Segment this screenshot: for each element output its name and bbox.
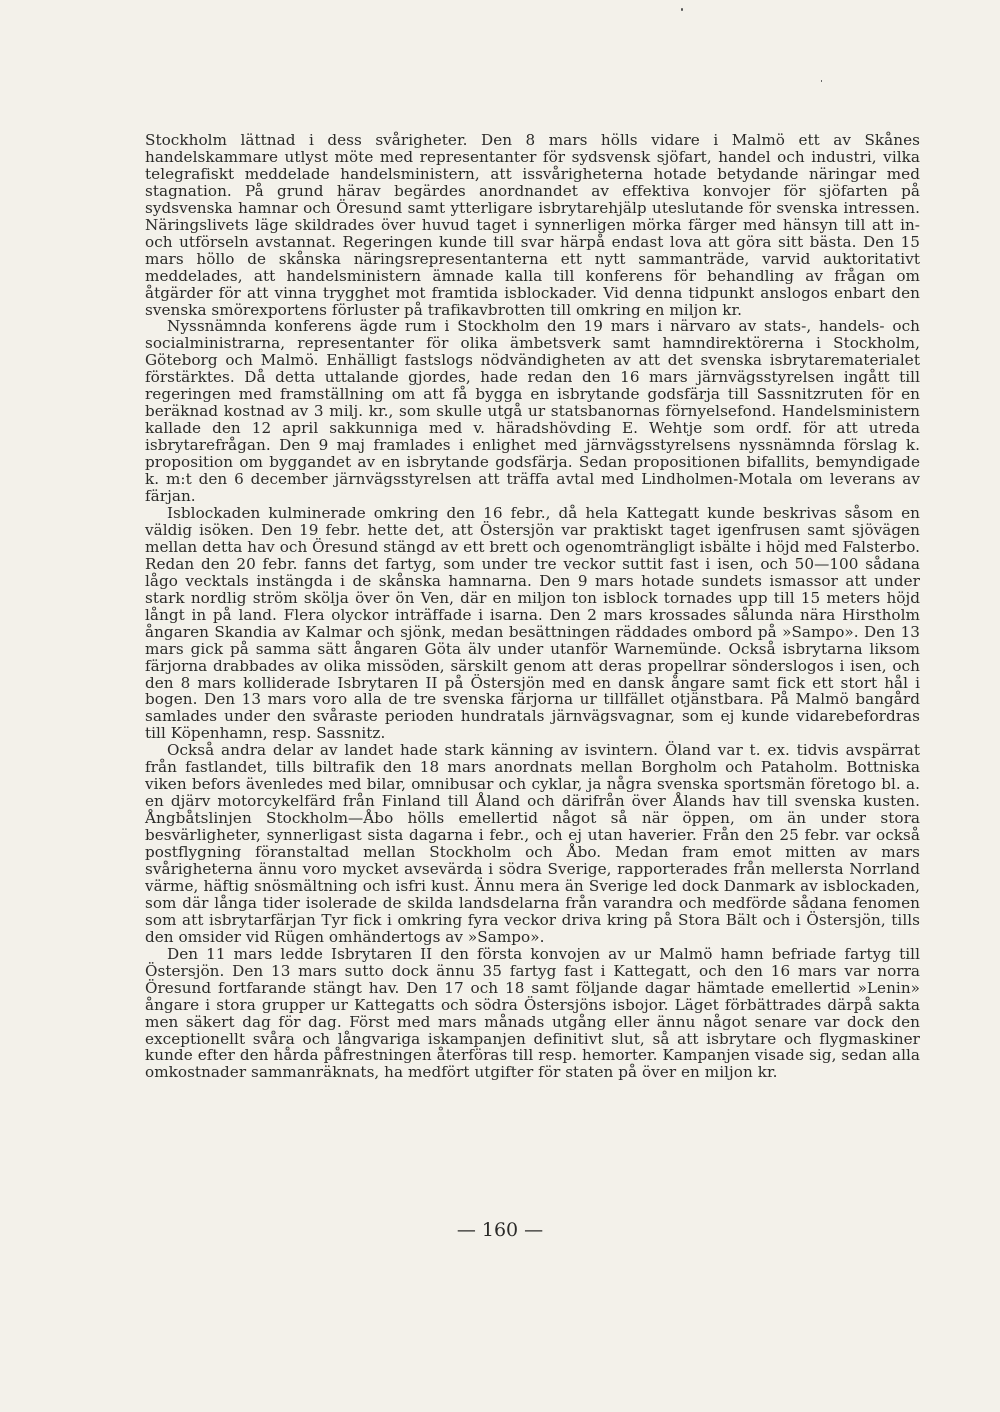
body-text	[145, 132, 920, 1081]
paragraph: Den 11 mars ledde Isbrytaren II den första konvojen av ur Malmö hamn befriade fartyg till Östersjön. Den 13 mars sutto dock ännu 35 fartyg fast i Kattegatt, och den 16 mars var norra Öresund fortfarande stängt hav. Den 17 och 18 samt följande dagar hämtade emellertid »Lenin» ångare i stora grupper ur Kattegatts och södra Östersjöns isbojor. Läget förbättrades därpå sakta men säkert dag för dag. Först med mars månads utgång eller ännu något senare var dock den exceptionellt svåra och långvariga iskampanjen definitivt slut, så att isbrytare och flygmaskiner kunde efter den hårda påfrestningen återföras till resp. hemorter. Kampanjen visade sig, sedan alla omkostnader sammanräknats, ha medfört utgifter för staten på över en miljon kr.	[145, 944, 920, 1082]
paragraph: Också andra delar av landet hade stark känning av isvintern. Öland var t. ex. tidvis avspärrat från fastlandet, tills biltrafik den 18 mars anordnats mellan Borgholm och Pataholm. Bottniska viken befors ävenledes med bilar, omnibusar och cyklar, ja några svenska sportsmän företogo bl. a. en djärv motorcykelfärd från Finland till Åland och därifrån över Ålands hav till svenska kusten. Ångbåtslinjen Stockholm—Åbo hölls emellertid något så när öppen, om än under stora besvärligheter, synnerligast sista dagarna i febr., och ej utan haverier. Från den 25 febr. var också postflygning föranstaltad mellan Stockholm och Åbo. Medan fram emot mitten av mars svårigheterna ännu voro mycket avsevärda i södra Sverige, rapporterades från mellersta Norrland värme, häftig snösmältning och isfri kust. Ännu mera än Sverige led dock Danmark av isblockaden, som där långa tider isolerade de skilda landsdelarna från varandra och medförde sådana fenomen som att isbrytarfärjan Tyr fick i omkring fyra veckor driva kring på Stora Bält och i Östersjön, tills den omsider vid Rügen omhändertogs av »Sampo».	[145, 741, 920, 946]
paragraph: Nyssnämnda konferens ägde rum i Stockholm den 19 mars i närvaro av stats-, handels- och socialministrarna, representanter för olika ämbetsverk samt hamndirektörerna i Stockholm, Göteborg och Malmö. Enhälligt fastslogs nödvändigheten av att det svenska isbrytarematerialet förstärktes. Då detta uttalande gjordes, hade redan den 16 mars järnvägsstyrelsen ingått till regeringen med framställning om att få bygga en isbrytande godsfärja till Sassnitzruten för en beräknad kostnad av 3 milj. kr., som skulle utgå ur statsbanornas förnyelsefond. Handelsministern kallade den 12 april sakkunniga med v. häradshövding E. Wehtje som ordf. för att utreda isbrytarefrågan. Den 9 maj framlades i enlighet med järnvägsstyrelsens nyssnämnda förslag k. proposition om byggandet av en isbrytande godsfärja. Sedan propositionen bifallits, bemyndigade k. m:t den 6 december järnvägsstyrelsen att träffa avtal med Lindholmen-Motala om leverans av färjan.	[145, 317, 920, 506]
page-number: — 160 —	[456, 1219, 544, 1241]
print-speck	[821, 80, 822, 82]
paragraph: Stockholm lättnad i dess svårigheter. Den 8 mars hölls vidare i Malmö ett av Skånes handelskammare utlyst möte med representanter för sydsvensk sjöfart, handel och industri, vilka telegrafiskt meddelade handelsministern, att issvårigheterna hotade betydande näringar med stagnation. På grund härav begärdes anordnandet av effektiva konvojer för sjöfarten på sydsvenska hamnar och Öresund samt ytterligare isbrytarehjälp uteslutande för svenska intressen. Näringslivets läge skildrades över huvud taget i synnerligen mörka färger med hänsyn till att in- och utförseln avstannat. Regeringen kunde till svar härpå endast lova att göra sitt bästa. Den 15 mars höllo de skånska näringsrepresentanterna ett nytt sammanträde, varvid auktoritativt meddelades, att handelsministern ämnade kalla till konferens för behandling av frågan om åtgärder för att vinna trygghet mot framtida isblockader. Vid denna tidpunkt anslogos enbart den svenska smörexportens förluster på trafikavbrotten till omkring en miljon kr.	[145, 131, 920, 319]
paragraph: Isblockaden kulminerade omkring den 16 febr., då hela Kattegatt kunde beskrivas såsom en väldig isöken. Den 19 febr. hette det, att Östersjön var praktiskt taget igenfrusen samt sjövägen mellan detta hav och Öresund stängd av ett brett och ogenomträngligt isbälte i höjd med Falsterbo. Redan den 20 febr. fanns det fartyg, som under tre veckor suttit fast i isen, och 50—100 sådana lågo vecktals instängda i de skånska hamnarna. Den 9 mars hotade sundets ismassor att under stark nordlig ström skölja över ön Ven, där en miljon ton isblock tornades upp till 15 meters höjd långt in på land. Flera olyckor inträffade i isarna. Den 2 mars krossades sålunda nära Hirstholm ångaren Skandia av Kalmar och sjönk, medan besättningen räddades ombord på »Sampo». Den 13 mars gick på samma sätt ångaren Göta älv under utanför Warnemünde. Också isbrytarna liksom färjorna drabbades av olika missöden, särskilt genom att deras propellrar sönderslogos i isen, och den 8 mars kolliderade Isbrytaren II på Östersjön med en dansk ångare samt fick ett stort hål i bogen. Den 13 mars voro alla de tre svenska färjorna ur tillfället otjänstbara. På Malmö bangård samlades under den svåraste perioden hundratals järnvägsvagnar, som ej kunde vidarebefordras till Köpenhamn, resp. Sassnitz.	[145, 503, 920, 743]
print-speck	[681, 8, 683, 11]
